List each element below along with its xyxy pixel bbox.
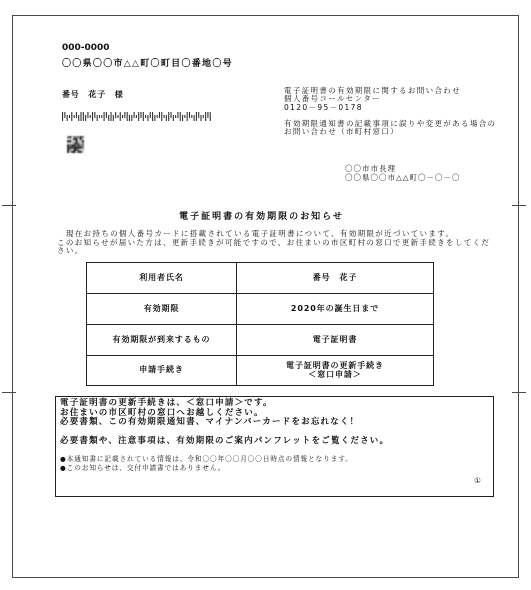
- pamphlet-note: 必要書類や、注意事項は、有効期限のご案内パンフレットをご覧ください。: [60, 436, 390, 446]
- qr-module: [71, 138, 73, 140]
- notice-title: 電子証明書の有効期限のお知らせ: [179, 212, 344, 222]
- barcode-bar: [101, 115, 102, 118]
- table-row: [87, 325, 434, 356]
- instruction-main: [60, 399, 359, 428]
- qr-module: [71, 149, 73, 151]
- issuer-address: 〇〇県〇〇市△△町〇－〇－〇: [345, 173, 461, 182]
- qr-module: [76, 145, 78, 147]
- qr-module: [67, 138, 69, 140]
- qr-module: [82, 142, 84, 144]
- qr-module: [69, 136, 71, 138]
- barcode-bar: [110, 112, 111, 121]
- barcode-bar: [205, 112, 206, 121]
- barcode-bar: [113, 115, 114, 121]
- row-value-line: ＜窓口申請＞: [308, 369, 362, 379]
- customer-barcode: [62, 112, 212, 121]
- qr-module: [82, 136, 84, 138]
- barcode-bar: [196, 112, 197, 121]
- qr-module: [82, 149, 84, 151]
- barcode-bar: [177, 112, 178, 118]
- barcode-bar: [85, 115, 86, 121]
- qr-module: [73, 138, 75, 140]
- fold-mark-left-upper: [2, 205, 16, 206]
- qr-module: [78, 149, 80, 151]
- qr-module: [71, 136, 73, 138]
- qr-module: [67, 140, 69, 142]
- barcode-bar: [99, 115, 100, 118]
- barcode-bar: [122, 115, 123, 118]
- barcode-bar: [207, 112, 208, 118]
- body-line: さい。: [57, 246, 84, 256]
- qr-module: [73, 140, 75, 142]
- barcode-bar: [161, 112, 162, 121]
- barcode-bar: [138, 112, 139, 121]
- body-line: このお知らせが届いた方は、更新手続きが可能ですので、お住まいの市区町村の窓口で更新手続きをしてくだ: [57, 237, 491, 247]
- row-value: [237, 294, 434, 325]
- qr-module: [69, 142, 71, 144]
- barcode-bar: [187, 112, 188, 121]
- qr-module: [78, 140, 80, 142]
- barcode-bar: [94, 112, 95, 118]
- qr-module: [80, 138, 82, 140]
- qr-module: [80, 151, 82, 153]
- qr-module: [67, 145, 69, 147]
- barcode-bar: [71, 112, 72, 121]
- qr-module: [71, 145, 73, 147]
- qr-module: [76, 140, 78, 142]
- body-line: 現在お持ちの個人番号カードに搭載されている電子証明書について、有効期限が近づいています。: [57, 229, 455, 238]
- barcode-bar: [134, 112, 135, 118]
- qr-module: [82, 151, 84, 153]
- row-value-line: 2020年の誕生日まで: [290, 303, 380, 313]
- fold-mark-right-lower: [512, 392, 526, 393]
- row-label: 有効期限: [87, 294, 237, 325]
- qr-module: [67, 142, 69, 144]
- qr-module: [73, 142, 75, 144]
- qr-module: [69, 138, 71, 140]
- barcode-bar: [106, 112, 107, 118]
- qr-module: [78, 138, 80, 140]
- barcode-bar: [124, 112, 125, 118]
- barcode-bar: [64, 112, 65, 118]
- row-value-line: 電子証明書の更新手続き: [286, 360, 384, 370]
- barcode-bar: [143, 112, 144, 121]
- qr-module: [80, 145, 82, 147]
- barcode-bar: [131, 115, 132, 121]
- table-row: [87, 263, 434, 294]
- row-label: 利用者氏名: [87, 263, 237, 294]
- barcode-bar: [78, 115, 79, 121]
- instruction-line: 必要書類、この有効期限通知書、マイナンバーカードをお忘れなく！: [60, 417, 360, 428]
- qr-module: [78, 151, 80, 153]
- qr-module: [76, 138, 78, 140]
- qr-module: [67, 147, 69, 149]
- contact-line: 有効期限通知書の記載事項に誤りや変更がある場合の: [284, 119, 497, 128]
- qr-module: [73, 151, 75, 153]
- barcode-bar: [154, 115, 155, 121]
- qr-module: [82, 140, 84, 142]
- qr-module: [73, 136, 75, 138]
- qr-module: [67, 149, 69, 151]
- qr-module: [67, 151, 69, 153]
- issuer-block: [345, 164, 461, 182]
- qr-module: [67, 136, 69, 138]
- qr-module: [82, 145, 84, 147]
- barcode-bar: [90, 115, 91, 118]
- footnote-item: ●本通知書に記載されている情報は、令和〇〇年〇〇月〇〇日時点の情報となります。: [60, 454, 353, 463]
- qr-code: [67, 136, 84, 153]
- barcode-bar: [150, 112, 151, 118]
- qr-module: [76, 149, 78, 151]
- contact-phone: 0120－95－0178: [284, 102, 363, 112]
- barcode-bar: [115, 112, 116, 118]
- barcode-bar: [120, 112, 121, 121]
- barcode-bar: [87, 112, 88, 118]
- barcode-bar: [170, 112, 171, 118]
- barcode-bar: [129, 115, 130, 121]
- correction-inquiry-contact: [284, 120, 496, 137]
- notice-body: [57, 230, 490, 256]
- barcode-bar: [191, 115, 192, 118]
- issuer-title: 〇〇市市長理: [345, 164, 396, 173]
- qr-module: [76, 142, 78, 144]
- barcode-bar: [74, 115, 75, 118]
- qr-module: [80, 142, 82, 144]
- qr-module: [78, 136, 80, 138]
- qr-module: [80, 147, 82, 149]
- barcode-bar: [166, 115, 167, 121]
- barcode-bar: [136, 115, 137, 118]
- postal-code: 000-0000: [62, 43, 110, 53]
- contact-line: 個人番号コールセンター: [284, 94, 381, 104]
- barcode-bar: [152, 112, 153, 121]
- barcode-bar: [194, 115, 195, 121]
- barcode-bar: [69, 115, 70, 118]
- qr-module: [73, 149, 75, 151]
- barcode-bar: [62, 112, 63, 121]
- row-label: 申請手続き: [87, 356, 237, 386]
- row-value-line: 番号 花子: [312, 272, 358, 282]
- qr-module: [80, 149, 82, 151]
- barcode-bar: [210, 112, 211, 121]
- barcode-bar: [147, 115, 148, 121]
- qr-module: [73, 145, 75, 147]
- qr-module: [82, 138, 84, 140]
- contact-line: お問い合わせ（市町村窓口）: [284, 127, 400, 137]
- footnotes: [60, 455, 353, 473]
- recipient-name: 番号 花子 様: [62, 90, 124, 99]
- expiry-inquiry-contact: [284, 87, 461, 112]
- qr-module: [71, 142, 73, 144]
- table-row: [87, 294, 434, 325]
- barcode-bar: [83, 112, 84, 121]
- qr-module: [78, 145, 80, 147]
- barcode-bar: [198, 112, 199, 118]
- qr-module: [80, 140, 82, 142]
- recipient-address: 〇〇県〇〇市△△町〇町目〇番地〇号: [62, 59, 233, 69]
- barcode-bar: [180, 112, 181, 121]
- barcode-bar: [173, 115, 174, 121]
- row-value: [237, 325, 434, 356]
- instruction-line: 電子証明書の更新手続きは、＜窓口申請＞です。: [60, 398, 273, 408]
- qr-module: [82, 147, 84, 149]
- qr-module: [80, 136, 82, 138]
- qr-module: [73, 147, 75, 149]
- row-label: 有効期限が到来するもの: [87, 325, 237, 356]
- instruction-box: [55, 396, 494, 497]
- instruction-line: お住まいの市区町村の窓口へお越しください。: [60, 407, 264, 418]
- barcode-bar: [117, 115, 118, 118]
- row-value: [237, 356, 434, 386]
- barcode-bar: [164, 115, 165, 118]
- barcode-bar: [200, 115, 201, 121]
- details-table: [86, 262, 434, 386]
- qr-module: [76, 147, 78, 149]
- qr-module: [69, 147, 71, 149]
- footnote-item: ●このお知らせは、交付申請書ではありません。: [60, 463, 226, 472]
- qr-module: [69, 140, 71, 142]
- barcode-bar: [140, 112, 141, 118]
- table-row: [87, 356, 434, 386]
- barcode-bar: [104, 112, 105, 121]
- qr-module: [71, 140, 73, 142]
- barcode-bar: [189, 112, 190, 118]
- qr-module: [69, 149, 71, 151]
- fold-mark-left-lower: [2, 392, 16, 393]
- barcode-bar: [127, 112, 128, 121]
- barcode-bar: [184, 115, 185, 118]
- row-value-line: 電子証明書: [312, 334, 358, 344]
- barcode-bar: [67, 115, 68, 121]
- barcode-bar: [159, 112, 160, 118]
- barcode-bar: [203, 115, 204, 118]
- barcode-bar: [157, 115, 158, 118]
- barcode-bar: [108, 115, 109, 121]
- qr-module: [76, 136, 78, 138]
- qr-module: [78, 142, 80, 144]
- barcode-bar: [182, 115, 183, 121]
- barcode-bar: [80, 112, 81, 121]
- barcode-bar: [97, 115, 98, 121]
- barcode-bar: [175, 115, 176, 118]
- fold-mark-right-upper: [512, 205, 526, 206]
- page-marker: ①: [474, 476, 481, 485]
- qr-module: [69, 145, 71, 147]
- qr-module: [76, 151, 78, 153]
- qr-module: [71, 151, 73, 153]
- barcode-bar: [145, 115, 146, 118]
- contact-line: 電子証明書の有効期限に関するお問い合わせ: [284, 86, 461, 95]
- barcode-bar: [92, 112, 93, 121]
- row-value: [237, 263, 434, 294]
- qr-module: [71, 147, 73, 149]
- barcode-bar: [168, 112, 169, 121]
- qr-module: [78, 147, 80, 149]
- qr-module: [69, 151, 71, 153]
- barcode-bar: [76, 112, 77, 118]
